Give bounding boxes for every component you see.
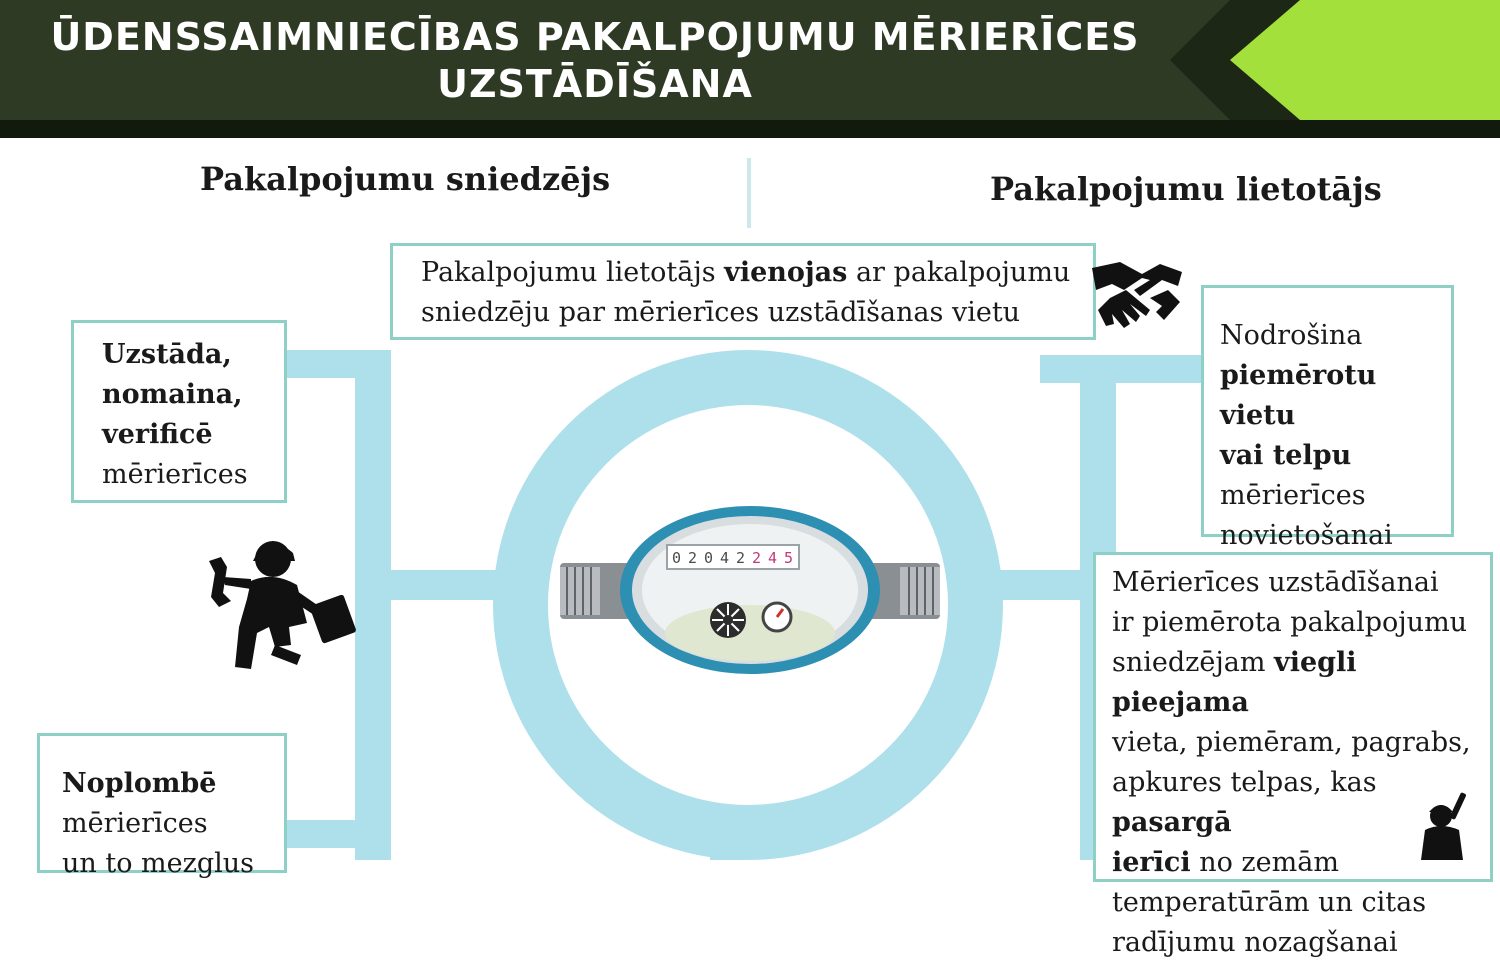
user-heading: Pakalpojumu lietotājs — [990, 170, 1382, 208]
svg-text:0: 0 — [704, 549, 714, 567]
police-icon — [1415, 790, 1475, 860]
svg-text:5: 5 — [784, 549, 794, 567]
seal-box: Noplombē mērierīces un to mezglus — [37, 733, 287, 873]
svg-text:4: 4 — [720, 549, 730, 567]
suitable-place-box: Nodrošina piemērotu vietu vai telpu mērierīces novietošanai — [1201, 285, 1454, 537]
title-line-2: UZSTĀDĪŠANA — [437, 62, 753, 106]
install-box: Uzstāda, nomaina, verificē mērierīces — [71, 320, 287, 503]
accent-arrow-icon — [1170, 0, 1500, 120]
svg-text:2: 2 — [688, 549, 698, 567]
worker-icon — [205, 535, 365, 675]
column-divider — [747, 158, 751, 228]
left-connector-top — [285, 350, 385, 378]
right-connector-top — [1040, 355, 1205, 383]
water-meter-icon — [555, 505, 945, 675]
svg-text:0: 0 — [672, 549, 682, 567]
svg-text:2: 2 — [752, 549, 762, 567]
page-title — [0, 14, 1190, 108]
accessible-location-box: Mērierīces uzstādīšanai ir piemērota pakalpojumu sniedzējam viegli pieejama vieta, piemēram, pagrabs, apkures telpas, kas pasargā ierīci no zemām temperatūrām un citas radījumu nozagšanai — [1093, 552, 1493, 882]
handshake-icon — [1090, 250, 1185, 335]
provider-heading: Pakalpojumu sniedzējs — [200, 160, 611, 198]
agreement-box: Pakalpojumu lietotājs vienojas ar pakalpojumu sniedzēju par mērierīces uzstādīšanas vietu — [390, 243, 1096, 340]
header-banner — [0, 0, 1500, 138]
right-connector-mid — [990, 570, 1100, 600]
left-connector-bottom — [285, 820, 385, 848]
svg-text:2: 2 — [736, 549, 746, 567]
left-connector-mid — [380, 570, 510, 600]
svg-text:4: 4 — [768, 549, 778, 567]
title-line-1: ŪDENSSAIMNIECĪBAS PAKALPOJUMU MĒRIERĪCES — [50, 15, 1140, 59]
